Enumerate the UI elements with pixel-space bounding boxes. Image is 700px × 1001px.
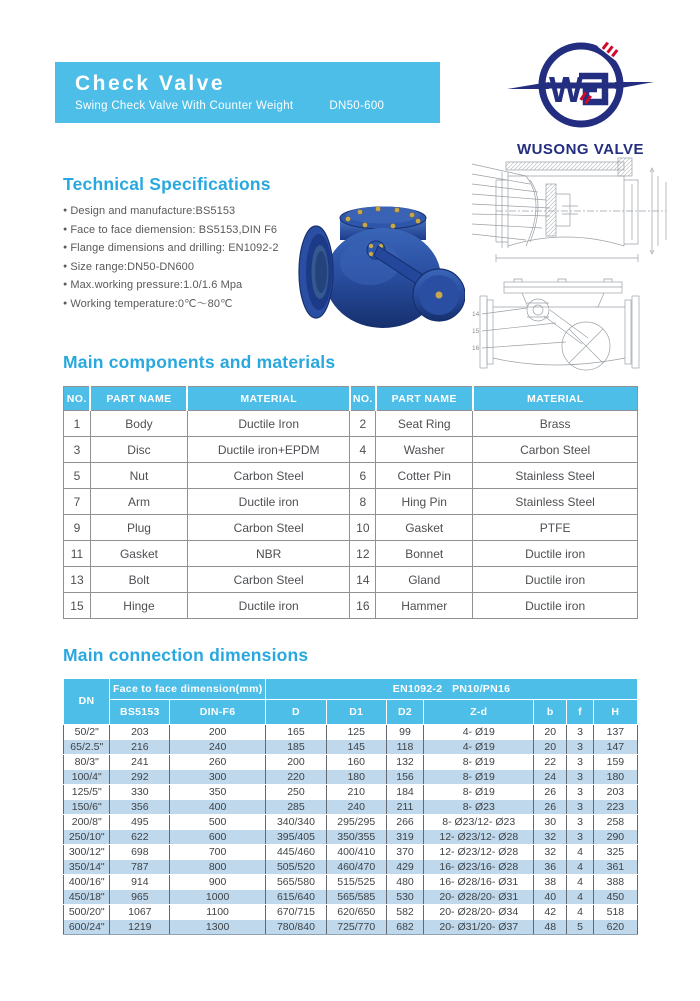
table-cell: 9 bbox=[64, 515, 91, 541]
table-cell: Bolt bbox=[90, 567, 187, 593]
table-cell: Carbon Steel bbox=[187, 463, 349, 489]
table-cell: 965 bbox=[110, 890, 170, 905]
col-dn: DN bbox=[64, 679, 110, 725]
table-row bbox=[64, 515, 638, 541]
table-cell: 125/5" bbox=[64, 785, 110, 800]
table-cell: 180 bbox=[326, 770, 386, 785]
table-cell: 11 bbox=[64, 541, 91, 567]
dimensions-header-sub-row bbox=[64, 700, 638, 725]
table-cell: 1300 bbox=[170, 920, 266, 935]
table-cell: 300 bbox=[170, 770, 266, 785]
table-cell: 698 bbox=[110, 845, 170, 860]
table-cell: 340/340 bbox=[266, 815, 327, 830]
table-cell: 210 bbox=[326, 785, 386, 800]
table-cell: Body bbox=[90, 411, 187, 437]
table-cell: 40 bbox=[534, 890, 567, 905]
col-no: NO. bbox=[350, 387, 376, 411]
table-row bbox=[64, 567, 638, 593]
table-cell: 670/715 bbox=[266, 905, 327, 920]
spec-item: ● Working temperature:0℃～80℃ bbox=[63, 296, 298, 315]
table-cell: 450 bbox=[593, 890, 637, 905]
table-cell: Carbon Steel bbox=[187, 567, 349, 593]
col-part-name: PART NAME bbox=[376, 387, 473, 411]
table-cell: Ductile iron bbox=[187, 489, 349, 515]
side-view-drawing-icon bbox=[466, 276, 696, 376]
section-drawing-icon bbox=[466, 150, 696, 272]
table-cell: 145 bbox=[326, 740, 386, 755]
table-cell: 32 bbox=[534, 830, 567, 845]
table-cell: 8 bbox=[350, 489, 376, 515]
table-row bbox=[64, 845, 638, 860]
table-cell: 565/585 bbox=[326, 890, 386, 905]
table-cell: 350/14" bbox=[64, 860, 110, 875]
table-cell: Ductile iron bbox=[473, 567, 638, 593]
table-cell: 14 bbox=[350, 567, 376, 593]
table-row bbox=[64, 541, 638, 567]
tech-specs-heading: Technical Specifications bbox=[63, 174, 271, 194]
table-cell: Cotter Pin bbox=[376, 463, 473, 489]
table-cell: 8- Ø19 bbox=[424, 770, 534, 785]
table-cell: 500/20" bbox=[64, 905, 110, 920]
table-cell: 3 bbox=[567, 800, 593, 815]
table-cell: 42 bbox=[534, 905, 567, 920]
table-cell: 800 bbox=[170, 860, 266, 875]
table-cell: 220 bbox=[266, 770, 327, 785]
table-cell: 4 bbox=[567, 875, 593, 890]
table-cell: Bonnet bbox=[376, 541, 473, 567]
table-cell: Seat Ring bbox=[376, 411, 473, 437]
table-cell: 16 bbox=[350, 593, 376, 619]
table-cell: 4 bbox=[350, 437, 376, 463]
table-cell: 356 bbox=[110, 800, 170, 815]
logo-mark-icon bbox=[503, 38, 658, 134]
table-cell: 100/4" bbox=[64, 770, 110, 785]
table-row bbox=[64, 411, 638, 437]
table-cell: 22 bbox=[534, 755, 567, 770]
table-cell: 565/580 bbox=[266, 875, 327, 890]
table-cell: 4 bbox=[567, 860, 593, 875]
table-cell: Gland bbox=[376, 567, 473, 593]
table-cell: 4- Ø19 bbox=[424, 740, 534, 755]
table-cell: 250 bbox=[266, 785, 327, 800]
spec-item: ● Face to face diemension: BS5153,DIN F6 bbox=[63, 222, 298, 241]
drawing-label: 15 bbox=[472, 328, 480, 335]
table-cell: 65/2.5" bbox=[64, 740, 110, 755]
table-cell: 132 bbox=[386, 755, 424, 770]
table-cell: 285 bbox=[266, 800, 327, 815]
table-cell: 500 bbox=[170, 815, 266, 830]
spec-item: ● Max.working pressure:1.0/1.6 Mpa bbox=[63, 277, 298, 296]
table-cell: 290 bbox=[593, 830, 637, 845]
table-cell: 250/10" bbox=[64, 830, 110, 845]
components-header-row bbox=[64, 387, 638, 411]
table-cell: Ductile iron bbox=[473, 593, 638, 619]
table-cell: 518 bbox=[593, 905, 637, 920]
col-z-d: Z-d bbox=[424, 700, 534, 725]
table-cell: 12 bbox=[350, 541, 376, 567]
table-cell: 370 bbox=[386, 845, 424, 860]
col-d2: D2 bbox=[386, 700, 424, 725]
table-cell: 3 bbox=[567, 725, 593, 740]
col-group-face-to-face: Face to face dimension(mm) bbox=[110, 679, 266, 700]
table-cell: Brass bbox=[473, 411, 638, 437]
table-cell: 10 bbox=[350, 515, 376, 541]
table-cell: 450/18" bbox=[64, 890, 110, 905]
table-cell: Ductile Iron bbox=[187, 411, 349, 437]
table-row bbox=[64, 905, 638, 920]
table-cell: Carbon Steel bbox=[187, 515, 349, 541]
col-din-f6: DIN-F6 bbox=[170, 700, 266, 725]
spec-item: ● Design and manufacture:BS5153 bbox=[63, 203, 298, 222]
table-cell: 223 bbox=[593, 800, 637, 815]
table-cell: 530 bbox=[386, 890, 424, 905]
table-cell: 400/16" bbox=[64, 875, 110, 890]
table-cell: 914 bbox=[110, 875, 170, 890]
valve-photo bbox=[290, 188, 465, 338]
table-row bbox=[64, 593, 638, 619]
table-cell: PTFE bbox=[473, 515, 638, 541]
table-cell: 26 bbox=[534, 785, 567, 800]
spec-item: ● Size range:DN50-DN600 bbox=[63, 259, 298, 278]
table-cell: 80/3" bbox=[64, 755, 110, 770]
table-cell: Hammer bbox=[376, 593, 473, 619]
table-row bbox=[64, 770, 638, 785]
col-part-name: PART NAME bbox=[90, 387, 187, 411]
table-cell: 620 bbox=[593, 920, 637, 935]
col-d: D bbox=[266, 700, 327, 725]
table-cell: Gasket bbox=[376, 515, 473, 541]
table-cell: Hing Pin bbox=[376, 489, 473, 515]
table-cell: 20 bbox=[534, 725, 567, 740]
table-cell: 388 bbox=[593, 875, 637, 890]
table-cell: 400 bbox=[170, 800, 266, 815]
table-cell: 200/8" bbox=[64, 815, 110, 830]
table-cell: 1067 bbox=[110, 905, 170, 920]
table-cell: 600 bbox=[170, 830, 266, 845]
table-cell: 3 bbox=[567, 785, 593, 800]
table-row bbox=[64, 463, 638, 489]
tech-specs-list bbox=[63, 203, 298, 314]
table-cell: 5 bbox=[567, 920, 593, 935]
table-cell: 600/24" bbox=[64, 920, 110, 935]
table-cell: 4 bbox=[567, 890, 593, 905]
table-cell: 582 bbox=[386, 905, 424, 920]
table-cell: 4 bbox=[567, 905, 593, 920]
table-cell: 8- Ø19 bbox=[424, 755, 534, 770]
subtitle-text: Swing Check Valve With Counter Weight bbox=[75, 100, 294, 112]
col-material: MATERIAL bbox=[187, 387, 349, 411]
table-cell: 13 bbox=[64, 567, 91, 593]
table-cell: 319 bbox=[386, 830, 424, 845]
table-cell: 165 bbox=[266, 725, 327, 740]
table-cell: 622 bbox=[110, 830, 170, 845]
table-cell: 160 bbox=[326, 755, 386, 770]
table-cell: Stainless Steel bbox=[473, 489, 638, 515]
table-cell: 787 bbox=[110, 860, 170, 875]
table-cell: 24 bbox=[534, 770, 567, 785]
table-cell: 12- Ø23/12- Ø28 bbox=[424, 830, 534, 845]
table-cell: 260 bbox=[170, 755, 266, 770]
table-row bbox=[64, 725, 638, 740]
table-cell: 3 bbox=[567, 815, 593, 830]
table-cell: Ductile iron+EPDM bbox=[187, 437, 349, 463]
table-cell: 330 bbox=[110, 785, 170, 800]
table-cell: 615/640 bbox=[266, 890, 327, 905]
table-row bbox=[64, 890, 638, 905]
product-subtitle bbox=[75, 100, 440, 112]
drawing-label: 16 bbox=[472, 345, 480, 352]
col-bs5153: BS5153 bbox=[110, 700, 170, 725]
dimensions-table bbox=[63, 678, 638, 935]
table-cell: 150/6" bbox=[64, 800, 110, 815]
table-cell: 200 bbox=[170, 725, 266, 740]
table-cell: 12- Ø23/12- Ø28 bbox=[424, 845, 534, 860]
col-b: b bbox=[534, 700, 567, 725]
col-d1: D1 bbox=[326, 700, 386, 725]
table-cell: 7 bbox=[64, 489, 91, 515]
drawing-label: 14 bbox=[472, 311, 480, 318]
col-no: NO. bbox=[64, 387, 91, 411]
dimensions-heading: Main connection dimensions bbox=[63, 645, 309, 665]
table-cell: 700 bbox=[170, 845, 266, 860]
table-cell: 6 bbox=[350, 463, 376, 489]
table-row bbox=[64, 740, 638, 755]
valve-image-icon bbox=[290, 188, 465, 333]
table-cell: 1219 bbox=[110, 920, 170, 935]
table-cell: 180 bbox=[593, 770, 637, 785]
table-row bbox=[64, 785, 638, 800]
table-cell: 32 bbox=[534, 845, 567, 860]
table-row bbox=[64, 875, 638, 890]
table-cell: 20- Ø28/20- Ø34 bbox=[424, 905, 534, 920]
table-cell: 8- Ø23/12- Ø23 bbox=[424, 815, 534, 830]
table-cell: 20 bbox=[534, 740, 567, 755]
table-cell: Stainless Steel bbox=[473, 463, 638, 489]
table-cell: 159 bbox=[593, 755, 637, 770]
table-cell: 156 bbox=[386, 770, 424, 785]
table-cell: 4- Ø19 bbox=[424, 725, 534, 740]
col-h: H bbox=[593, 700, 637, 725]
table-cell: 216 bbox=[110, 740, 170, 755]
table-cell: 480 bbox=[386, 875, 424, 890]
size-range-label: DN50-600 bbox=[329, 100, 385, 112]
col-group-en1092: EN1092-2 PN10/PN16 bbox=[266, 679, 638, 700]
product-banner bbox=[55, 62, 440, 123]
table-cell: 460/470 bbox=[326, 860, 386, 875]
table-cell: 50/2" bbox=[64, 725, 110, 740]
table-cell: 258 bbox=[593, 815, 637, 830]
table-cell: 16- Ø23/16- Ø28 bbox=[424, 860, 534, 875]
table-cell: 203 bbox=[593, 785, 637, 800]
table-cell: 495 bbox=[110, 815, 170, 830]
table-cell: NBR bbox=[187, 541, 349, 567]
table-cell: 185 bbox=[266, 740, 327, 755]
table-cell: 325 bbox=[593, 845, 637, 860]
table-cell: 240 bbox=[170, 740, 266, 755]
table-cell: 3 bbox=[567, 755, 593, 770]
table-cell: 125 bbox=[326, 725, 386, 740]
table-cell: 200 bbox=[266, 755, 327, 770]
table-cell: 3 bbox=[64, 437, 91, 463]
table-cell: Carbon Steel bbox=[473, 437, 638, 463]
table-cell: 515/525 bbox=[326, 875, 386, 890]
table-cell: 3 bbox=[567, 830, 593, 845]
table-cell: 211 bbox=[386, 800, 424, 815]
table-row bbox=[64, 489, 638, 515]
table-cell: 445/460 bbox=[266, 845, 327, 860]
table-cell: 266 bbox=[386, 815, 424, 830]
table-cell: 682 bbox=[386, 920, 424, 935]
table-cell: 16- Ø28/16- Ø31 bbox=[424, 875, 534, 890]
table-cell: Washer bbox=[376, 437, 473, 463]
table-cell: 429 bbox=[386, 860, 424, 875]
table-cell: 1 bbox=[64, 411, 91, 437]
table-cell: 395/405 bbox=[266, 830, 327, 845]
table-cell: 48 bbox=[534, 920, 567, 935]
table-row bbox=[64, 860, 638, 875]
table-row bbox=[64, 800, 638, 815]
table-cell: 240 bbox=[326, 800, 386, 815]
table-cell: Nut bbox=[90, 463, 187, 489]
dimensions-header-group-row bbox=[64, 679, 638, 700]
table-cell: 137 bbox=[593, 725, 637, 740]
table-cell: 292 bbox=[110, 770, 170, 785]
table-cell: Arm bbox=[90, 489, 187, 515]
table-cell: 350/355 bbox=[326, 830, 386, 845]
table-cell: Ductile iron bbox=[187, 593, 349, 619]
brand-name: WUSONG VALVE bbox=[516, 141, 645, 158]
spec-item: ● Flange dimensions and drilling: EN1092-2 bbox=[63, 240, 298, 259]
table-cell: 203 bbox=[110, 725, 170, 740]
table-row bbox=[64, 830, 638, 845]
table-cell: 26 bbox=[534, 800, 567, 815]
table-cell: 99 bbox=[386, 725, 424, 740]
table-cell: 300/12" bbox=[64, 845, 110, 860]
table-cell: 505/520 bbox=[266, 860, 327, 875]
table-cell: 725/770 bbox=[326, 920, 386, 935]
table-cell: 295/295 bbox=[326, 815, 386, 830]
technical-drawings bbox=[466, 150, 696, 376]
table-cell: 3 bbox=[567, 740, 593, 755]
table-cell: 8- Ø23 bbox=[424, 800, 534, 815]
company-logo bbox=[503, 38, 658, 158]
logo-monogram-w: W bbox=[549, 69, 583, 110]
table-cell: 5 bbox=[64, 463, 91, 489]
components-table bbox=[63, 386, 638, 619]
table-cell: 184 bbox=[386, 785, 424, 800]
page-title: Check Valve bbox=[75, 72, 226, 95]
table-row bbox=[64, 815, 638, 830]
table-cell: Plug bbox=[90, 515, 187, 541]
table-row bbox=[64, 755, 638, 770]
table-cell: 361 bbox=[593, 860, 637, 875]
table-cell: 1000 bbox=[170, 890, 266, 905]
table-cell: Disc bbox=[90, 437, 187, 463]
table-cell: 350 bbox=[170, 785, 266, 800]
table-cell: 241 bbox=[110, 755, 170, 770]
table-cell: 1100 bbox=[170, 905, 266, 920]
table-cell: 36 bbox=[534, 860, 567, 875]
table-cell: 30 bbox=[534, 815, 567, 830]
table-cell: 900 bbox=[170, 875, 266, 890]
table-cell: Gasket bbox=[90, 541, 187, 567]
table-cell: 147 bbox=[593, 740, 637, 755]
col-f: f bbox=[567, 700, 593, 725]
table-cell: 780/840 bbox=[266, 920, 327, 935]
col-material: MATERIAL bbox=[473, 387, 638, 411]
table-cell: 38 bbox=[534, 875, 567, 890]
table-cell: 20- Ø31/20- Ø37 bbox=[424, 920, 534, 935]
table-row bbox=[64, 920, 638, 935]
table-cell: 400/410 bbox=[326, 845, 386, 860]
table-cell: Ductile iron bbox=[473, 541, 638, 567]
table-cell: 4 bbox=[567, 845, 593, 860]
table-cell: 3 bbox=[567, 770, 593, 785]
table-cell: 620/650 bbox=[326, 905, 386, 920]
table-row bbox=[64, 437, 638, 463]
table-cell: Hinge bbox=[90, 593, 187, 619]
components-heading: Main components and materials bbox=[63, 352, 336, 372]
table-cell: 2 bbox=[350, 411, 376, 437]
table-cell: 20- Ø28/20- Ø31 bbox=[424, 890, 534, 905]
table-cell: 8- Ø19 bbox=[424, 785, 534, 800]
table-cell: 118 bbox=[386, 740, 424, 755]
table-cell: 15 bbox=[64, 593, 91, 619]
